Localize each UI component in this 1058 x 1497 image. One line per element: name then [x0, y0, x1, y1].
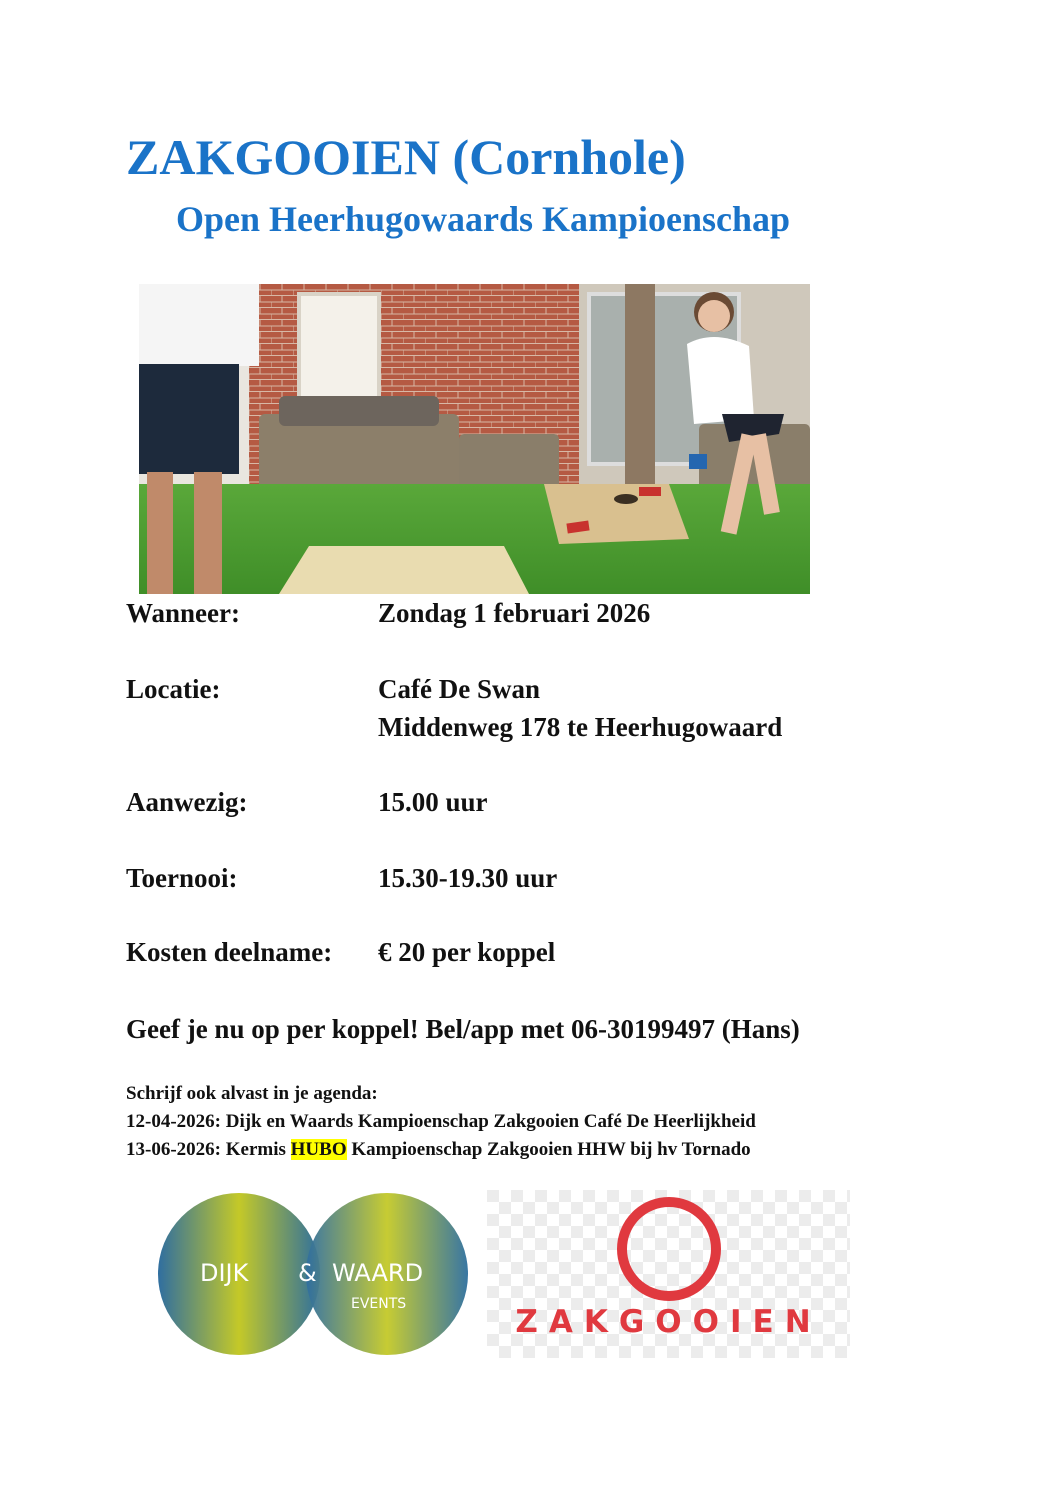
- dijk-waard-events-logo: [158, 1193, 468, 1356]
- page-title: ZAKGOOIEN (Cornhole): [126, 129, 686, 185]
- agenda-item: 12-04-2026: Dijk en Waards Kampioenschap Zakgooien Café De Heerlijkheid: [126, 1111, 756, 1132]
- present-value: 15.00 uur: [378, 787, 488, 817]
- agenda-item: [126, 1136, 756, 1164]
- when-label: Wanneer:: [126, 598, 240, 628]
- tournament-value: 15.30-19.30 uur: [378, 863, 558, 893]
- logo-text-events: EVENTS: [351, 1296, 407, 1312]
- logo-text-dijk: DIJK: [200, 1259, 249, 1287]
- signup-call-to-action: Geef je nu op per koppel! Bel/app met 06-30199497 (Hans): [126, 1014, 800, 1044]
- tournament-label: Toernooi:: [126, 863, 238, 893]
- when-value: Zondag 1 februari 2026: [378, 598, 651, 628]
- costs-label: Kosten deelname:: [126, 937, 333, 967]
- logo-text-waard: WAARD: [332, 1259, 424, 1287]
- logo-text-amp: &: [298, 1259, 317, 1287]
- page-subtitle: Open Heerhugowaards Kampioenschap: [176, 199, 791, 239]
- highlighted-text: HUBO: [290, 1139, 347, 1160]
- location-address: Middenweg 178 te Heerhugowaard: [378, 712, 783, 742]
- logo-text-zakgooien: ZAKGOOIEN: [515, 1304, 822, 1340]
- costs-value: € 20 per koppel: [378, 937, 556, 967]
- location-name: Café De Swan: [378, 674, 540, 704]
- agenda-block: [126, 1080, 756, 1164]
- agenda-item-text: Kampioenschap Zakgooien HHW bij hv Tornado: [346, 1139, 751, 1160]
- zakgooien-logo: [487, 1190, 850, 1358]
- agenda-intro: Schrijf ook alvast in je agenda:: [126, 1083, 378, 1104]
- agenda-item-text: 13-06-2026: Kermis: [126, 1139, 291, 1160]
- present-label: Aanwezig:: [126, 787, 248, 817]
- cornhole-photo: [139, 284, 810, 594]
- location-label: Locatie:: [126, 674, 221, 704]
